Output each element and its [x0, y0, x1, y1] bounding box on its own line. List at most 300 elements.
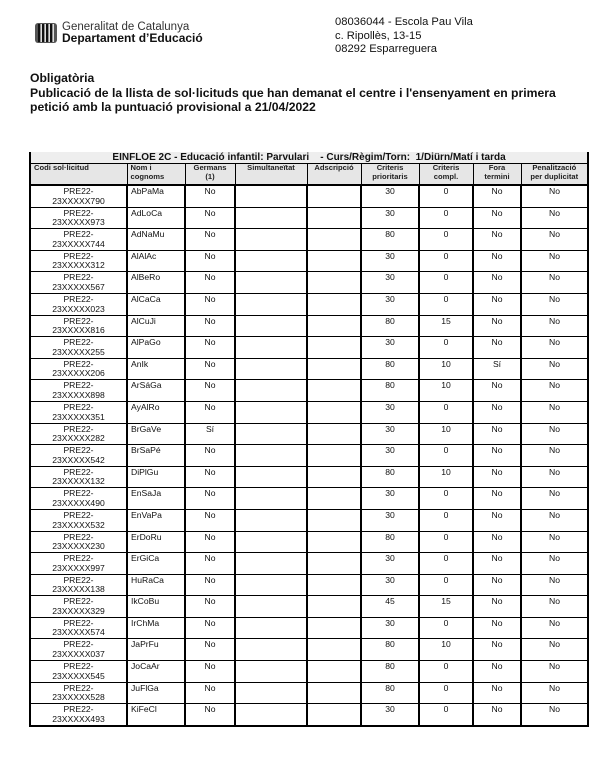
cell-fora: No	[473, 466, 521, 488]
codi-prefix: PRE22-	[63, 639, 94, 650]
cell-prioritaris: 30	[361, 553, 419, 575]
cell-compl: 0	[419, 272, 473, 294]
cell-fora: No	[473, 574, 521, 596]
table-row	[30, 596, 588, 618]
cell-adscripcio	[307, 617, 361, 639]
column-header-germans	[185, 164, 235, 186]
codi-number: 23XXXXX545	[52, 670, 105, 681]
cell-codi	[30, 704, 127, 726]
codi-prefix: PRE22-	[63, 704, 94, 715]
column-header-line: per duplicitat	[530, 171, 579, 181]
cell-adscripcio	[307, 682, 361, 704]
cell-nom: AbPaMa	[127, 185, 185, 207]
codi-prefix: PRE22-	[63, 553, 94, 564]
cell-compl: 0	[419, 509, 473, 531]
column-header-compl	[419, 164, 473, 186]
document-heading	[30, 71, 590, 115]
cell-nom: ErGiCa	[127, 553, 185, 575]
cell-fora: No	[473, 596, 521, 618]
cell-codi	[30, 488, 127, 510]
cell-fora: No	[473, 553, 521, 575]
cell-codi	[30, 250, 127, 272]
cell-codi	[30, 272, 127, 294]
table-row	[30, 337, 588, 359]
cell-compl: 10	[419, 380, 473, 402]
column-header-line: Adscripció	[314, 163, 354, 172]
cell-penalitzacio: No	[521, 531, 588, 553]
cell-compl: 10	[419, 358, 473, 380]
cell-compl: 0	[419, 617, 473, 639]
cell-codi	[30, 639, 127, 661]
cell-prioritaris: 30	[361, 704, 419, 726]
cell-codi	[30, 466, 127, 488]
column-header-line: (1)	[205, 171, 215, 181]
cell-codi	[30, 682, 127, 704]
cell-penalitzacio: No	[521, 185, 588, 207]
cell-penalitzacio: No	[521, 250, 588, 272]
codi-prefix: PRE22-	[63, 380, 94, 391]
cell-penalitzacio: No	[521, 423, 588, 445]
codi-number: 23XXXXX567	[52, 281, 105, 292]
table-row	[30, 682, 588, 704]
cell-germans: No	[185, 337, 235, 359]
cell-prioritaris: 30	[361, 401, 419, 423]
codi-prefix: PRE22-	[63, 596, 94, 607]
cell-simultaneitat	[235, 639, 307, 661]
codi-number: 23XXXXX230	[52, 541, 105, 552]
cell-codi	[30, 380, 127, 402]
cell-simultaneitat	[235, 682, 307, 704]
cell-compl: 0	[419, 531, 473, 553]
column-header-line: Criteris	[432, 163, 460, 172]
cell-adscripcio	[307, 639, 361, 661]
cell-nom: AlAlAc	[127, 250, 185, 272]
cell-codi	[30, 358, 127, 380]
cell-penalitzacio: No	[521, 358, 588, 380]
cell-compl: 0	[419, 704, 473, 726]
cell-germans: No	[185, 401, 235, 423]
codi-number: 23XXXXX282	[52, 433, 105, 444]
cell-compl: 0	[419, 401, 473, 423]
cell-compl: 0	[419, 574, 473, 596]
cell-compl: 15	[419, 596, 473, 618]
cell-nom: ErDoRu	[127, 531, 185, 553]
cell-simultaneitat	[235, 250, 307, 272]
cell-fora: No	[473, 423, 521, 445]
column-header-line: Fora	[488, 163, 506, 172]
cell-germans: No	[185, 272, 235, 294]
cell-codi	[30, 337, 127, 359]
cell-germans: No	[185, 185, 235, 207]
table-row	[30, 639, 588, 661]
cell-nom: KiFeCl	[127, 704, 185, 726]
cell-nom: BrSaPé	[127, 445, 185, 467]
cell-adscripcio	[307, 704, 361, 726]
cell-penalitzacio: No	[521, 207, 588, 229]
cell-germans: No	[185, 488, 235, 510]
cell-codi	[30, 401, 127, 423]
codi-number: 23XXXXX898	[52, 389, 105, 400]
cell-prioritaris: 30	[361, 423, 419, 445]
cell-germans: No	[185, 639, 235, 661]
table-row	[30, 423, 588, 445]
cell-prioritaris: 30	[361, 445, 419, 467]
cell-simultaneitat	[235, 272, 307, 294]
cell-germans: No	[185, 445, 235, 467]
cell-simultaneitat	[235, 553, 307, 575]
codi-prefix: PRE22-	[63, 509, 94, 520]
cell-simultaneitat	[235, 617, 307, 639]
cell-fora: No	[473, 704, 521, 726]
applications-table	[29, 152, 589, 727]
codi-number: 23XXXXX532	[52, 519, 105, 530]
cell-germans: No	[185, 207, 235, 229]
cell-germans: No	[185, 315, 235, 337]
cell-adscripcio	[307, 596, 361, 618]
codi-number: 23XXXXX744	[52, 238, 105, 249]
codi-number: 23XXXXX490	[52, 497, 105, 508]
cell-adscripcio	[307, 488, 361, 510]
cell-adscripcio	[307, 401, 361, 423]
cell-nom: EnSaJa	[127, 488, 185, 510]
cell-nom: JuFlGa	[127, 682, 185, 704]
column-header-line: compl.	[433, 171, 459, 181]
cell-compl: 10	[419, 466, 473, 488]
column-header-line: Nom i	[130, 163, 152, 172]
cell-simultaneitat	[235, 574, 307, 596]
cell-penalitzacio: No	[521, 272, 588, 294]
cell-fora: No	[473, 639, 521, 661]
cell-prioritaris: 80	[361, 358, 419, 380]
codi-number: 23XXXXX528	[52, 692, 105, 703]
codi-number: 23XXXXX351	[52, 411, 105, 422]
cell-germans: No	[185, 574, 235, 596]
column-header-line: Penalització	[532, 163, 577, 172]
cell-prioritaris: 30	[361, 272, 419, 294]
cell-germans: No	[185, 358, 235, 380]
column-header-simultaneitat	[235, 164, 307, 186]
cell-prioritaris: 80	[361, 229, 419, 251]
column-header-line: Germans	[193, 163, 227, 172]
cell-germans: No	[185, 661, 235, 683]
cell-penalitzacio: No	[521, 445, 588, 467]
cell-prioritaris: 80	[361, 315, 419, 337]
cell-simultaneitat	[235, 509, 307, 531]
cell-codi	[30, 229, 127, 251]
codi-number: 23XXXXX816	[52, 325, 105, 336]
cell-simultaneitat	[235, 293, 307, 315]
cell-adscripcio	[307, 315, 361, 337]
cell-codi	[30, 596, 127, 618]
table-row	[30, 661, 588, 683]
cell-fora: No	[473, 488, 521, 510]
cell-codi	[30, 207, 127, 229]
codi-number: 23XXXXX542	[52, 454, 105, 465]
address-line: 08036044 - Escola Pau Vila	[335, 16, 473, 28]
cell-germans: No	[185, 531, 235, 553]
cell-penalitzacio: No	[521, 661, 588, 683]
cell-codi	[30, 445, 127, 467]
column-header-nom	[127, 164, 185, 186]
table-row	[30, 229, 588, 251]
cell-prioritaris: 80	[361, 639, 419, 661]
cell-adscripcio	[307, 445, 361, 467]
cell-compl: 0	[419, 682, 473, 704]
column-header-prioritaris	[361, 164, 419, 186]
cell-fora: No	[473, 445, 521, 467]
cell-compl: 10	[419, 423, 473, 445]
column-header-codi	[30, 164, 127, 186]
cell-nom: ArSáGa	[127, 380, 185, 402]
table-row	[30, 574, 588, 596]
cell-fora: No	[473, 272, 521, 294]
cell-adscripcio	[307, 337, 361, 359]
cell-codi	[30, 293, 127, 315]
codi-number: 23XXXXX997	[52, 562, 105, 573]
cell-adscripcio	[307, 272, 361, 294]
codi-prefix: PRE22-	[63, 574, 94, 585]
cell-adscripcio	[307, 531, 361, 553]
cell-prioritaris: 30	[361, 488, 419, 510]
generalitat-bars-icon	[35, 22, 57, 44]
table-row	[30, 509, 588, 531]
codi-prefix: PRE22-	[63, 682, 94, 693]
cell-prioritaris: 30	[361, 250, 419, 272]
column-header-penalitzacio	[521, 164, 588, 186]
cell-simultaneitat	[235, 466, 307, 488]
cell-simultaneitat	[235, 358, 307, 380]
cell-simultaneitat	[235, 445, 307, 467]
document-title-line-1: Publicació de la llista de sol·licituds que han demanat el centre i l'ensenyament en primera	[30, 85, 556, 100]
cell-nom: BrGaVe	[127, 423, 185, 445]
cell-fora: No	[473, 401, 521, 423]
codi-prefix: PRE22-	[63, 445, 94, 456]
codi-prefix: PRE22-	[63, 531, 94, 542]
cell-nom: IkCoBu	[127, 596, 185, 618]
codi-number: 23XXXXX037	[52, 649, 105, 660]
cell-prioritaris: 30	[361, 509, 419, 531]
cell-penalitzacio: No	[521, 380, 588, 402]
table-row	[30, 358, 588, 380]
codi-number: 23XXXXX023	[52, 303, 105, 314]
cell-penalitzacio: No	[521, 596, 588, 618]
cell-nom: AlCaCa	[127, 293, 185, 315]
cell-penalitzacio: No	[521, 574, 588, 596]
cell-fora: No	[473, 661, 521, 683]
document-title-line-2: petició amb la puntuació provisional a 21/04/2022	[30, 100, 316, 114]
cell-germans: No	[185, 250, 235, 272]
cell-simultaneitat	[235, 531, 307, 553]
cell-compl: 0	[419, 250, 473, 272]
cell-compl: 0	[419, 488, 473, 510]
cell-nom: HuRaCa	[127, 574, 185, 596]
cell-fora: No	[473, 293, 521, 315]
cell-prioritaris: 30	[361, 574, 419, 596]
table-caption: EINFLOE 2C - Educació infantil: Parvulari - Curs/Règim/Torn: 1/Diürn/Matí i tarda	[30, 152, 588, 164]
organization-name	[62, 22, 203, 44]
codi-prefix: PRE22-	[63, 661, 94, 672]
table-row	[30, 272, 588, 294]
table-header-row	[30, 164, 588, 186]
codi-prefix: PRE22-	[63, 229, 94, 240]
codi-number: 23XXXXX132	[52, 476, 105, 487]
cell-germans: No	[185, 617, 235, 639]
cell-fora: No	[473, 315, 521, 337]
table-row	[30, 380, 588, 402]
cell-fora: No	[473, 229, 521, 251]
cell-codi	[30, 531, 127, 553]
cell-nom: AlBeRo	[127, 272, 185, 294]
cell-penalitzacio: No	[521, 639, 588, 661]
cell-adscripcio	[307, 358, 361, 380]
codi-number: 23XXXXX138	[52, 584, 105, 595]
cell-nom: AyAlRo	[127, 401, 185, 423]
document-category: Obligatòria	[30, 71, 95, 85]
cell-penalitzacio: No	[521, 401, 588, 423]
cell-fora: No	[473, 531, 521, 553]
table-row	[30, 185, 588, 207]
cell-simultaneitat	[235, 207, 307, 229]
codi-number: 23XXXXX312	[52, 260, 105, 271]
cell-penalitzacio: No	[521, 617, 588, 639]
cell-germans: No	[185, 596, 235, 618]
cell-simultaneitat	[235, 185, 307, 207]
table-row	[30, 531, 588, 553]
cell-simultaneitat	[235, 337, 307, 359]
cell-adscripcio	[307, 380, 361, 402]
cell-compl: 0	[419, 445, 473, 467]
table-row	[30, 207, 588, 229]
cell-penalitzacio: No	[521, 488, 588, 510]
codi-prefix: PRE22-	[63, 466, 94, 477]
cell-penalitzacio: No	[521, 337, 588, 359]
cell-codi	[30, 185, 127, 207]
codi-prefix: PRE22-	[63, 358, 94, 369]
cell-germans: No	[185, 704, 235, 726]
cell-adscripcio	[307, 423, 361, 445]
codi-number: 23XXXXX973	[52, 217, 105, 228]
cell-fora: No	[473, 682, 521, 704]
cell-prioritaris: 80	[361, 682, 419, 704]
cell-fora: No	[473, 337, 521, 359]
address-line: 08292 Esparreguera	[335, 43, 438, 55]
cell-codi	[30, 315, 127, 337]
cell-adscripcio	[307, 207, 361, 229]
cell-prioritaris: 30	[361, 207, 419, 229]
cell-fora: No	[473, 185, 521, 207]
cell-nom: AlCuJi	[127, 315, 185, 337]
cell-penalitzacio: No	[521, 682, 588, 704]
column-header-line: Codi sol·licitud	[34, 163, 89, 172]
cell-simultaneitat	[235, 401, 307, 423]
cell-prioritaris: 30	[361, 617, 419, 639]
cell-adscripcio	[307, 574, 361, 596]
table-row	[30, 488, 588, 510]
cell-codi	[30, 423, 127, 445]
column-header-line: Simultaneïtat	[247, 163, 295, 172]
table-body	[30, 185, 588, 726]
table-row	[30, 617, 588, 639]
cell-adscripcio	[307, 661, 361, 683]
codi-prefix: PRE22-	[63, 617, 94, 628]
codi-prefix: PRE22-	[63, 488, 94, 499]
codi-prefix: PRE22-	[63, 250, 94, 261]
codi-prefix: PRE22-	[63, 401, 94, 412]
cell-nom: DiPlGu	[127, 466, 185, 488]
cell-adscripcio	[307, 553, 361, 575]
column-header-line: Criteris	[376, 163, 404, 172]
cell-adscripcio	[307, 250, 361, 272]
cell-simultaneitat	[235, 229, 307, 251]
cell-compl: 10	[419, 639, 473, 661]
cell-compl: 0	[419, 229, 473, 251]
cell-prioritaris: 30	[361, 185, 419, 207]
cell-nom: JoCaAr	[127, 661, 185, 683]
column-header-adscripcio	[307, 164, 361, 186]
codi-number: 23XXXXX493	[52, 713, 105, 724]
cell-penalitzacio: No	[521, 293, 588, 315]
cell-simultaneitat	[235, 596, 307, 618]
cell-penalitzacio: No	[521, 229, 588, 251]
cell-germans: No	[185, 380, 235, 402]
table-row	[30, 250, 588, 272]
cell-penalitzacio: No	[521, 466, 588, 488]
cell-germans: Sí	[185, 423, 235, 445]
cell-adscripcio	[307, 293, 361, 315]
cell-prioritaris: 45	[361, 596, 419, 618]
cell-germans: No	[185, 682, 235, 704]
cell-prioritaris: 30	[361, 293, 419, 315]
column-header-fora	[473, 164, 521, 186]
column-header-line: prioritaris	[372, 171, 408, 181]
cell-codi	[30, 661, 127, 683]
cell-adscripcio	[307, 509, 361, 531]
cell-simultaneitat	[235, 423, 307, 445]
table-row	[30, 315, 588, 337]
cell-prioritaris: 30	[361, 337, 419, 359]
cell-adscripcio	[307, 229, 361, 251]
cell-germans: No	[185, 466, 235, 488]
cell-fora: Sí	[473, 358, 521, 380]
codi-prefix: PRE22-	[63, 423, 94, 434]
cell-compl: 0	[419, 553, 473, 575]
cell-nom: AlPaGo	[127, 337, 185, 359]
cell-codi	[30, 617, 127, 639]
table-row	[30, 704, 588, 726]
cell-compl: 0	[419, 185, 473, 207]
cell-nom: AdNaMu	[127, 229, 185, 251]
cell-nom: AnIk	[127, 358, 185, 380]
cell-germans: No	[185, 293, 235, 315]
column-header-line: cognoms	[130, 171, 165, 181]
cell-germans: No	[185, 509, 235, 531]
school-address	[335, 16, 473, 57]
table-caption-row	[30, 152, 588, 164]
organization-logo	[35, 22, 203, 44]
codi-prefix: PRE22-	[63, 207, 94, 218]
table-row	[30, 293, 588, 315]
cell-germans: No	[185, 229, 235, 251]
organization-line-2: Departament d’Educació	[62, 31, 203, 45]
cell-compl: 0	[419, 337, 473, 359]
cell-codi	[30, 509, 127, 531]
cell-penalitzacio: No	[521, 315, 588, 337]
codi-prefix: PRE22-	[63, 337, 94, 348]
table-row	[30, 466, 588, 488]
cell-simultaneitat	[235, 704, 307, 726]
column-header-line: termini	[484, 171, 510, 181]
cell-fora: No	[473, 509, 521, 531]
